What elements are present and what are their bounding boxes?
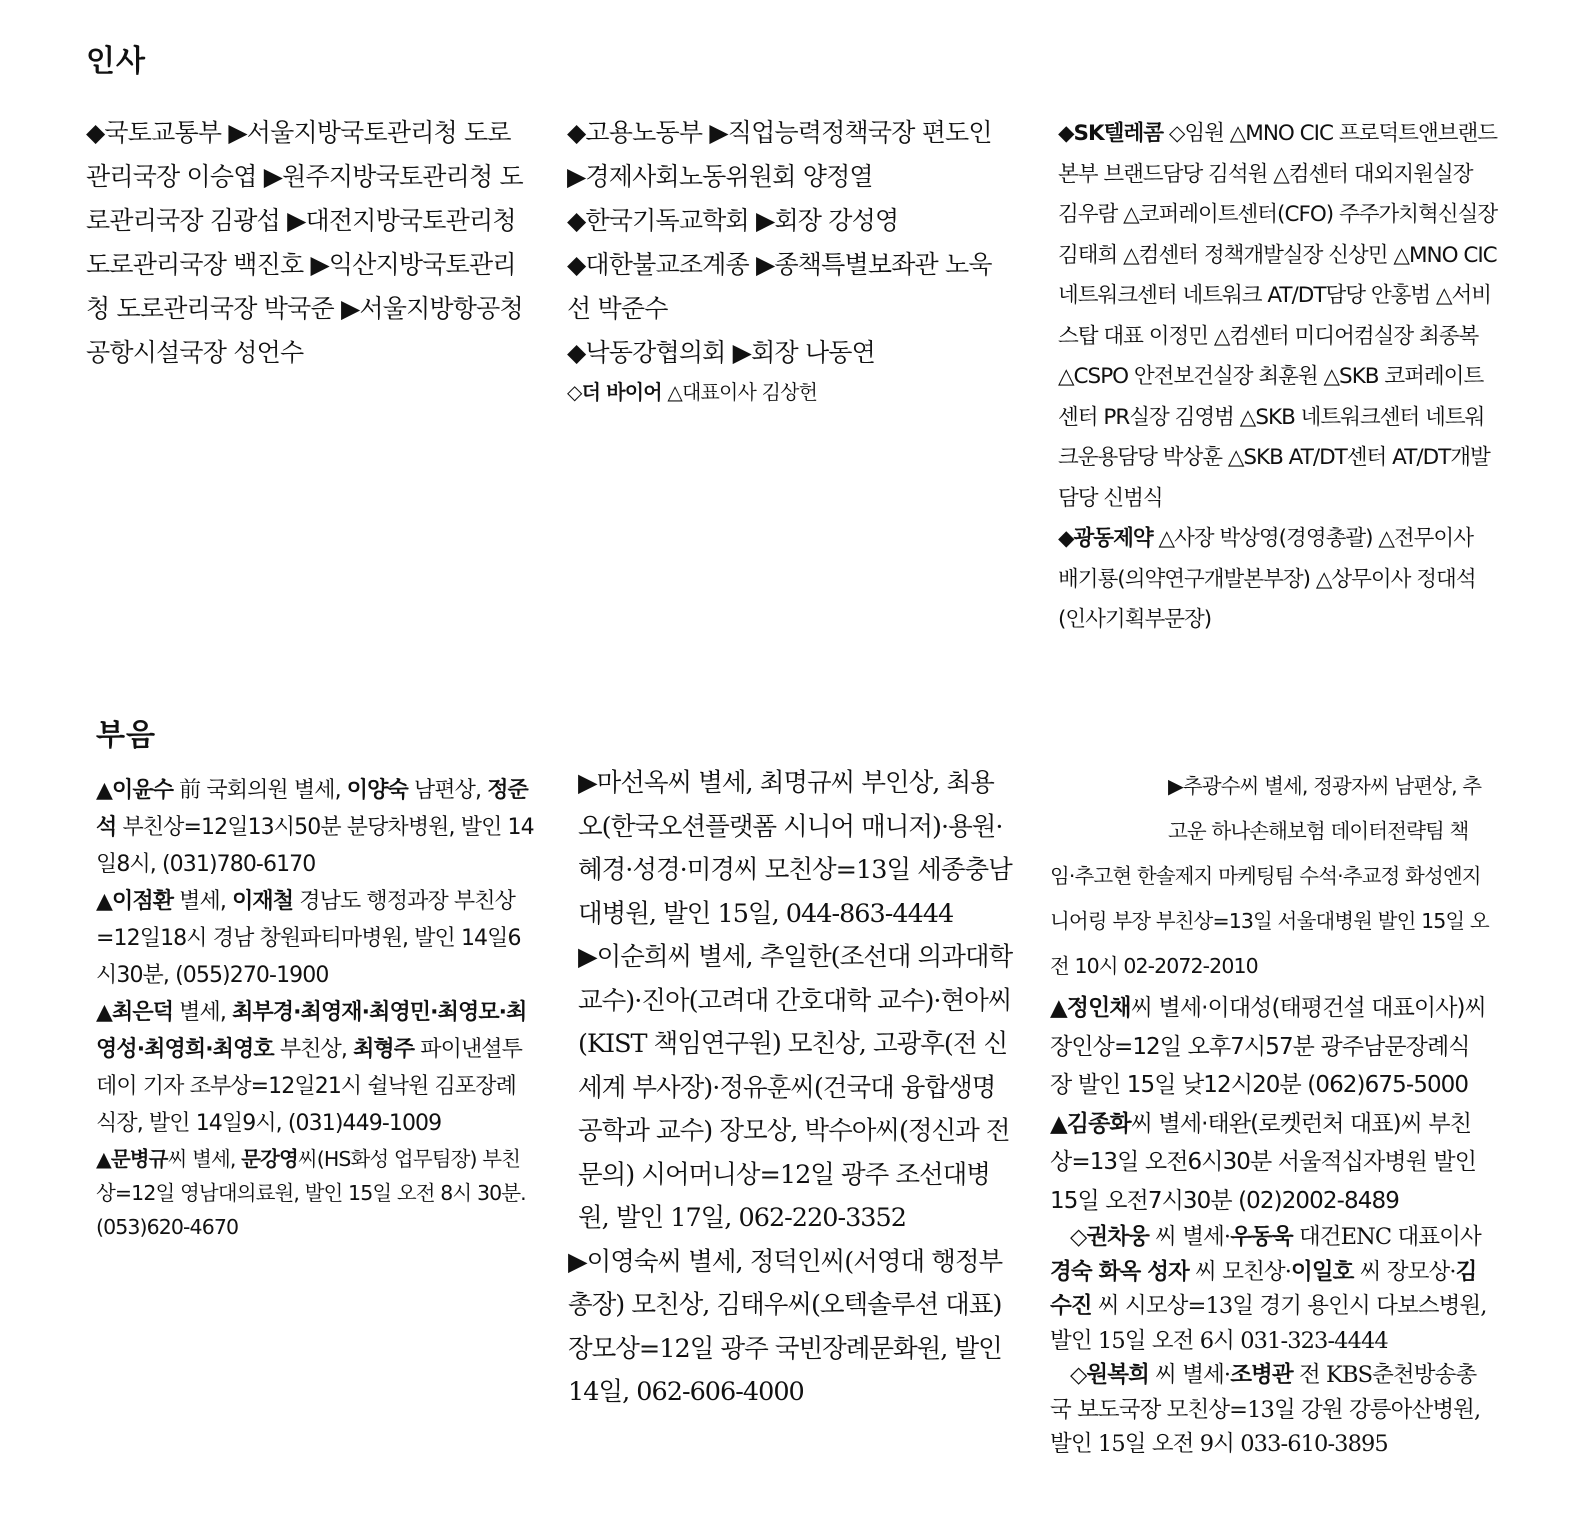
personnel-entry: ◆한국기독교학회 ▶회장 강성영 [567, 206, 899, 235]
obituary-entry: ◇원복희 씨 별세·조병관 전 KBS춘천방송총국 보도국장 모친상=13일 강원 강릉아산병원, 발인 15일 오전 9시 033-610-3895 [1050, 1362, 1481, 1457]
personnel-entry: ◆SK텔레콤 ◇임원 △MNO CIC 프로덕트앤브랜드본부 브랜드담당 김석원 △컴센터 대외지원실장 김우람 △코퍼레이트센터(CFO) 주주가치혁신실장 김태희 △컴센터 정책개발실장 신상민 △MNO CIC 네트워크센터 네트워크 AT/DT담당 안홍범 △서비스탑 대표 이정민 △컴센터 미디어컴실장 최종복 △CSPO 안전보건실장 최훈원 △SKB 코퍼레이트센터 PR실장 김영범 △SKB 네트워크센터 네트워크운용담당 박상훈 △SKB AT/DT센터 AT/DT개발담당 신범식 [1058, 121, 1498, 511]
obituary-entry: ▶추광수씨 별세, 정광자씨 남편상, 추고운 하나손해보험 데이터전략팀 책 임·추고현 한솔제지 마케팅팀 수석·추교정 화성엔지니어링 부장 부친상=13일 서울대병원 발인 15일 오전 10시 02-2072-2010 [1050, 774, 1489, 978]
personnel-entry: ◆대한불교조계종 ▶종책특별보좌관 노욱선 박준수 [567, 250, 992, 323]
obituary-entry: ▶이순희씨 별세, 추일한(조선대 의과대학 교수)·진아(고려대 간호대학 교수)·현아씨(KIST 책임연구원) 모친상, 고광후(전 신세계 부사장)·정유훈씨(건국대 융합생명공학과 교수) 장모상, 박수아씨(정신과 전문의) 시어머니상=12일 광주 조선대병원, 발인 17일, 062-220-3352 [578, 942, 1013, 1233]
personnel-entry: ◆국토교통부 ▶서울지방국토관리청 도로관리국장 이승엽 ▶원주지방국토관리청 도로관리국장 김광섭 ▶대전지방국토관리청 도로관리국장 백진호 ▶익산지방국토관리청 도로관리국장 박국준 ▶서울지방항공청 공항시설국장 성언수 [86, 118, 523, 367]
personnel-column-2 [567, 111, 1015, 409]
personnel-entry: ◆광동제약 △사장 박상영(경영총괄) △전무이사 배기룡(의약연구개발본부장) △상무이사 정대석(인사기획부문장) [1058, 526, 1476, 632]
personnel-column-3 [1058, 114, 1498, 641]
personnel-entry: ◆낙동강협의회 ▶회장 나동연 [567, 338, 875, 367]
obituary-entry: ▲이점환 별세, 이재철 경남도 행정과장 부친상=12일18시 경남 창원파티마병원, 발인 14일6시30분, (055)270-1900 [96, 889, 521, 988]
obituary-entry: ▲문병규씨 별세, 문강영씨(HS화성 업무팀장) 부친상=12일 영남대의료원, 발인 15일 오전 8시 30분. (053)620-4670 [96, 1147, 526, 1239]
org-name: ◇더 바이어 [567, 380, 662, 404]
obituary-entry: ▲정인채씨 별세·이대성(태평건설 대표이사)씨 장인상=12일 오후7시57분 광주남문장례식장 발인 15일 낮12시20분 (062)675-5000 [1050, 995, 1486, 1098]
obituary-entry: ▶마선옥씨 별세, 최명규씨 부인상, 최용오(한국오션플랫폼 시니어 매니저)·용원·혜경·성경·미경씨 모친상=13일 세종충남대병원, 발인 15일, 044-863-4444 [578, 768, 1012, 929]
obituary-entry: ▲이윤수 前 국회의원 별세, 이양숙 남편상, 정준석 부친상=12일13시50분 분당차병원, 발인 14일8시, (031)780-6170 [96, 778, 534, 877]
obituary-entry: ▶이영숙씨 별세, 정덕인씨(서영대 행정부총장) 모친상, 김태우씨(오텍솔루션 대표) 장모상=12일 광주 국빈장례문화원, 발인 14일, 062-606-4000 [568, 1246, 1003, 1407]
obituary-entry: ▲최은덕 별세, 최부경·최영재·최영민·최영모·최영성·최영희·최영호 부친상, 최형주 파이낸셜투데이 기자 조부상=12일21시 쉴낙원 김포장례식장, 발인 14일9시, (031)449-1009 [96, 1000, 527, 1136]
org-name: ◆SK텔레콤 [1058, 121, 1163, 146]
obituary-column-2 [568, 762, 1013, 1415]
personnel-entry: ◆고용노동부 ▶직업능력정책국장 편도인 ▶경제사회노동위원회 양정열 [567, 118, 992, 191]
personnel-column-1 [86, 111, 534, 375]
obituary-entry: ◇권차웅 씨 별세·우동욱 대건ENC 대표이사 경숙 화옥 성자 씨 모친상·이일호 씨 장모상·김수진 씨 시모상=13일 경기 용인시 다보스병원, 발인 15일 오전 6시 031-323-4444 [1050, 1224, 1487, 1354]
obituary-column-1 [96, 772, 536, 1244]
org-name: ◆광동제약 [1058, 526, 1153, 551]
obituary-column-3 [1050, 764, 1490, 1462]
section-title-obituaries: 부음 [96, 718, 156, 753]
section-title-personnel: 인사 [86, 44, 146, 79]
personnel-entry: ◇더 바이어 △대표이사 김상헌 [567, 380, 818, 404]
obituary-entry: ▲김종화씨 별세·태완(로켓런처 대표)씨 부친상=13일 오전6시30분 서울적십자병원 발인 15일 오전7시30분 (02)2002-8489 [1050, 1110, 1477, 1214]
